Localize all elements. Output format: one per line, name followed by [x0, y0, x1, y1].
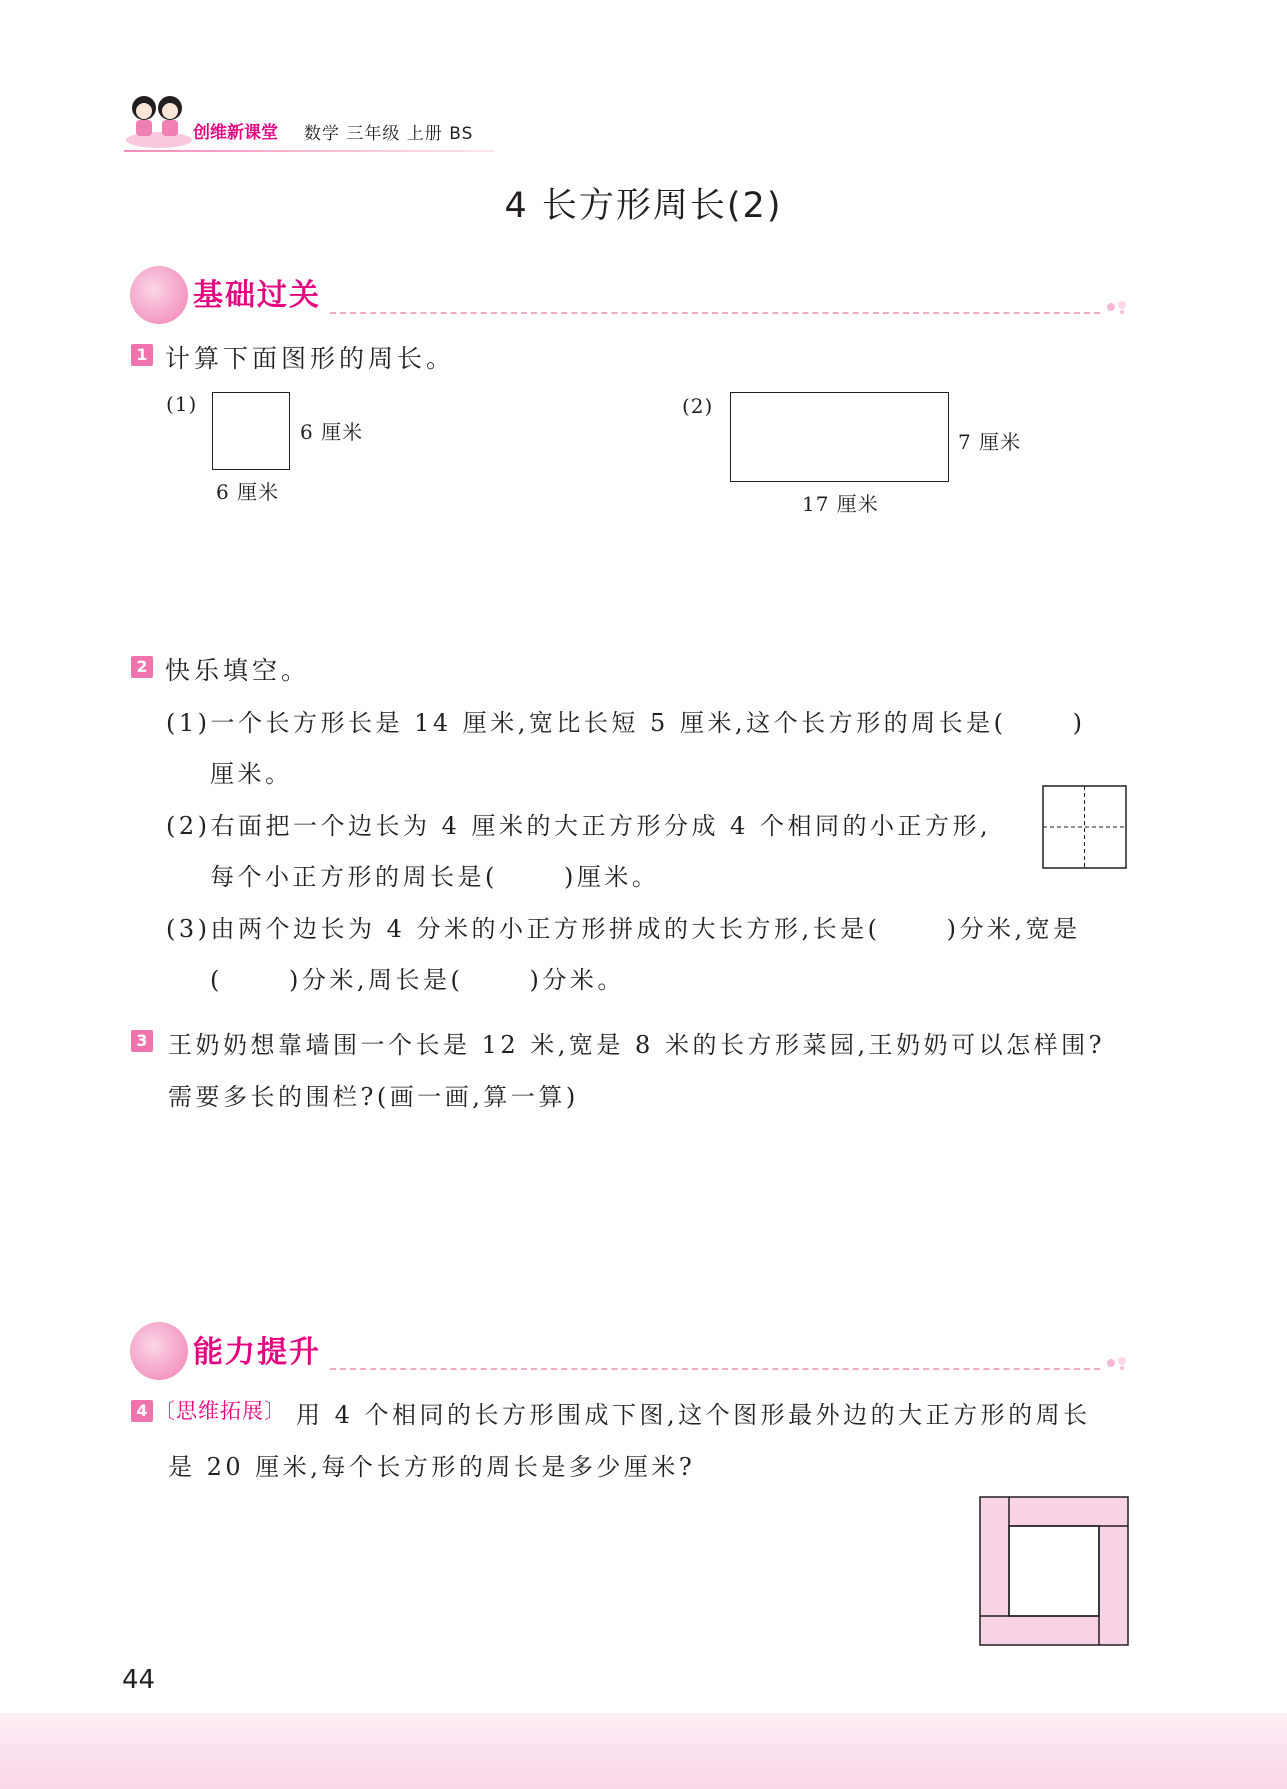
divided-square-figure — [1042, 785, 1127, 869]
dots-icon — [1106, 1356, 1130, 1370]
mascot-icon — [130, 266, 188, 324]
page-number: 44 — [122, 1665, 156, 1695]
footer-band — [0, 1713, 1287, 1789]
question-4-line2: 是 20 厘米,每个长方形的周长是多少厘米? — [168, 1453, 696, 1481]
q2-part2-line2: 每个小正方形的周长是( )厘米。 — [210, 863, 660, 891]
rectangle-figure — [730, 392, 949, 482]
section-divider — [330, 312, 1100, 314]
question-3-line1: 王奶奶想靠墙围一个长是 12 米,宽是 8 米的长方形菜园,王奶奶可以怎样围? — [168, 1031, 1105, 1059]
q2-part2-line1: (2)右面把一个边长为 4 厘米的大正方形分成 4 个相同的小正方形, — [166, 812, 992, 840]
figure-1-label: (1) — [166, 392, 198, 416]
question-number-2: 2 — [131, 656, 153, 678]
header-divider — [124, 150, 494, 152]
question-number-4: 4 — [131, 1400, 153, 1422]
q2-part3-line1: (3)由两个边长为 4 分米的小正方形拼成的大长方形,长是( )分米,宽是 — [166, 915, 1081, 943]
question-2-text: 快乐填空。 — [165, 656, 311, 685]
brand-name: 创维新课堂 — [193, 123, 278, 143]
question-4-tag: 〔思维拓展〕 — [154, 1399, 286, 1423]
section-divider — [330, 1368, 1100, 1370]
figure-1-side-label: 6 厘米 — [300, 420, 364, 444]
kids-logo-icon — [124, 86, 194, 150]
question-3-line2: 需要多长的围栏?(画一画,算一算) — [168, 1083, 579, 1111]
section-title-basic: 基础过关 — [193, 278, 321, 313]
figure-1-bottom-label: 6 厘米 — [216, 480, 280, 504]
question-number-3: 3 — [131, 1030, 153, 1052]
dots-icon — [1106, 300, 1130, 314]
figure-2-side-label: 7 厘米 — [958, 430, 1022, 454]
mascot-icon — [130, 1322, 188, 1380]
figure-2-label: (2) — [682, 394, 714, 418]
q2-part3-line2: ( )分米,周长是( )分米。 — [210, 966, 625, 994]
four-rectangles-figure — [979, 1496, 1129, 1646]
q2-part1-line2: 厘米。 — [210, 760, 293, 788]
lesson-title: 4 长方形周长(2) — [504, 186, 783, 226]
figure-2-bottom-label: 17 厘米 — [802, 492, 879, 516]
book-info: 数学 三年级 上册 BS — [304, 124, 474, 144]
square-figure — [212, 392, 290, 470]
question-1-text: 计算下面图形的周长。 — [165, 344, 456, 373]
question-4-line1: 用 4 个相同的长方形围成下图,这个图形最外边的大正方形的周长 — [296, 1401, 1091, 1429]
q2-part1-line1: (1)一个长方形长是 14 厘米,宽比长短 5 厘米,这个长方形的周长是( ) — [166, 709, 1086, 737]
question-number-1: 1 — [131, 344, 153, 366]
section-title-advanced: 能力提升 — [193, 1335, 321, 1370]
